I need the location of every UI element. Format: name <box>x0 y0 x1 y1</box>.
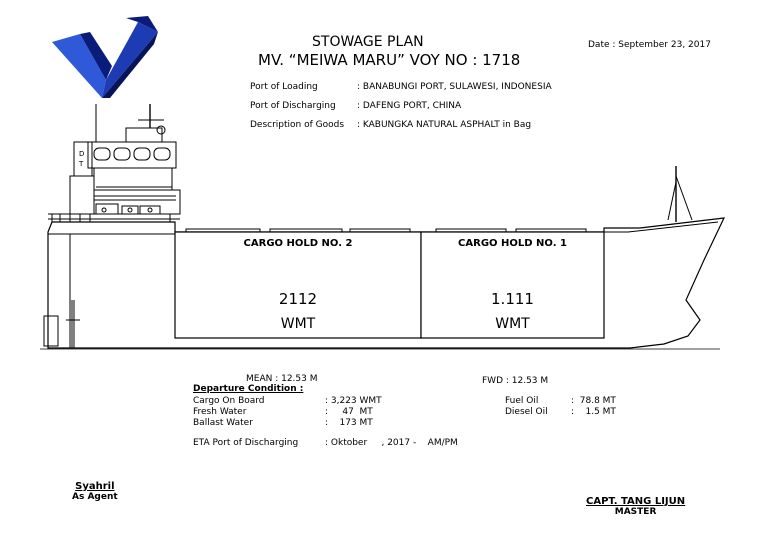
mean-draft: MEAN : 12.53 M <box>246 374 318 384</box>
vessel-voyage-line: MV. “MEIWA MARU” VOY NO : 1718 <box>258 51 521 69</box>
departure-label: Fresh Water <box>193 407 247 417</box>
oil-value: : 78.8 MT <box>571 396 616 406</box>
port-label: Port of Discharging <box>250 101 336 111</box>
departure-value: : 47 MT <box>325 407 373 417</box>
svg-text:T: T <box>79 160 84 168</box>
oil-label: Diesel Oil <box>505 407 548 417</box>
port-value: : BANABUNGI PORT, SULAWESI, INDONESIA <box>357 82 552 92</box>
agent-signature <box>72 481 118 502</box>
eta-value: : Oktober , 2017 - AM/PM <box>325 438 458 448</box>
master-name: CAPT. TANG LIJUN <box>586 496 686 507</box>
port-label: Port of Loading <box>250 82 318 92</box>
master-role: MASTER <box>614 507 657 517</box>
port-label: Description of Goods <box>250 120 345 130</box>
departure-row <box>193 396 382 407</box>
departure-label: Ballast Water <box>193 418 253 428</box>
agent-name: Syahril <box>75 481 115 492</box>
departure-row <box>193 418 382 429</box>
oil-value: : 1.5 MT <box>571 407 616 417</box>
oil-label: Fuel Oil <box>505 396 539 406</box>
cargo-hold-2-title: CARGO HOLD NO. 2 <box>243 238 353 249</box>
document-date: Date : September 23, 2017 <box>588 40 711 50</box>
cargo-hold-2-quantity: 2112 <box>278 290 318 308</box>
document-title: STOWAGE PLAN <box>312 34 424 50</box>
departure-label: Cargo On Board <box>193 396 265 406</box>
departure-condition-heading: Departure Condition : <box>193 384 304 394</box>
master-signature <box>586 496 685 517</box>
eta-label: ETA Port of Discharging <box>193 438 299 448</box>
departure-value: : 173 MT <box>325 418 373 428</box>
port-value: : KABUNGKA NATURAL ASPHALT in Bag <box>357 120 532 130</box>
cargo-hold-1-quantity: 1.111 <box>491 290 534 308</box>
svg-text:D: D <box>79 150 85 158</box>
oils-table <box>505 396 616 418</box>
oil-row <box>505 396 616 407</box>
agent-role: As Agent <box>72 492 118 502</box>
forward-draft: FWD : 12.53 M <box>482 376 549 386</box>
departure-value: : 3,223 WMT <box>325 396 382 406</box>
port-value: : DAFENG PORT, CHINA <box>357 101 462 111</box>
oil-row <box>505 407 616 418</box>
departure-condition-table <box>193 396 382 429</box>
cargo-hold-1-title: CARGO HOLD NO. 1 <box>458 238 567 249</box>
departure-row <box>193 407 382 418</box>
cargo-hold-1-unit: WMT <box>495 316 530 332</box>
eta-row <box>193 438 458 448</box>
cargo-hold-2-unit: WMT <box>280 316 316 332</box>
